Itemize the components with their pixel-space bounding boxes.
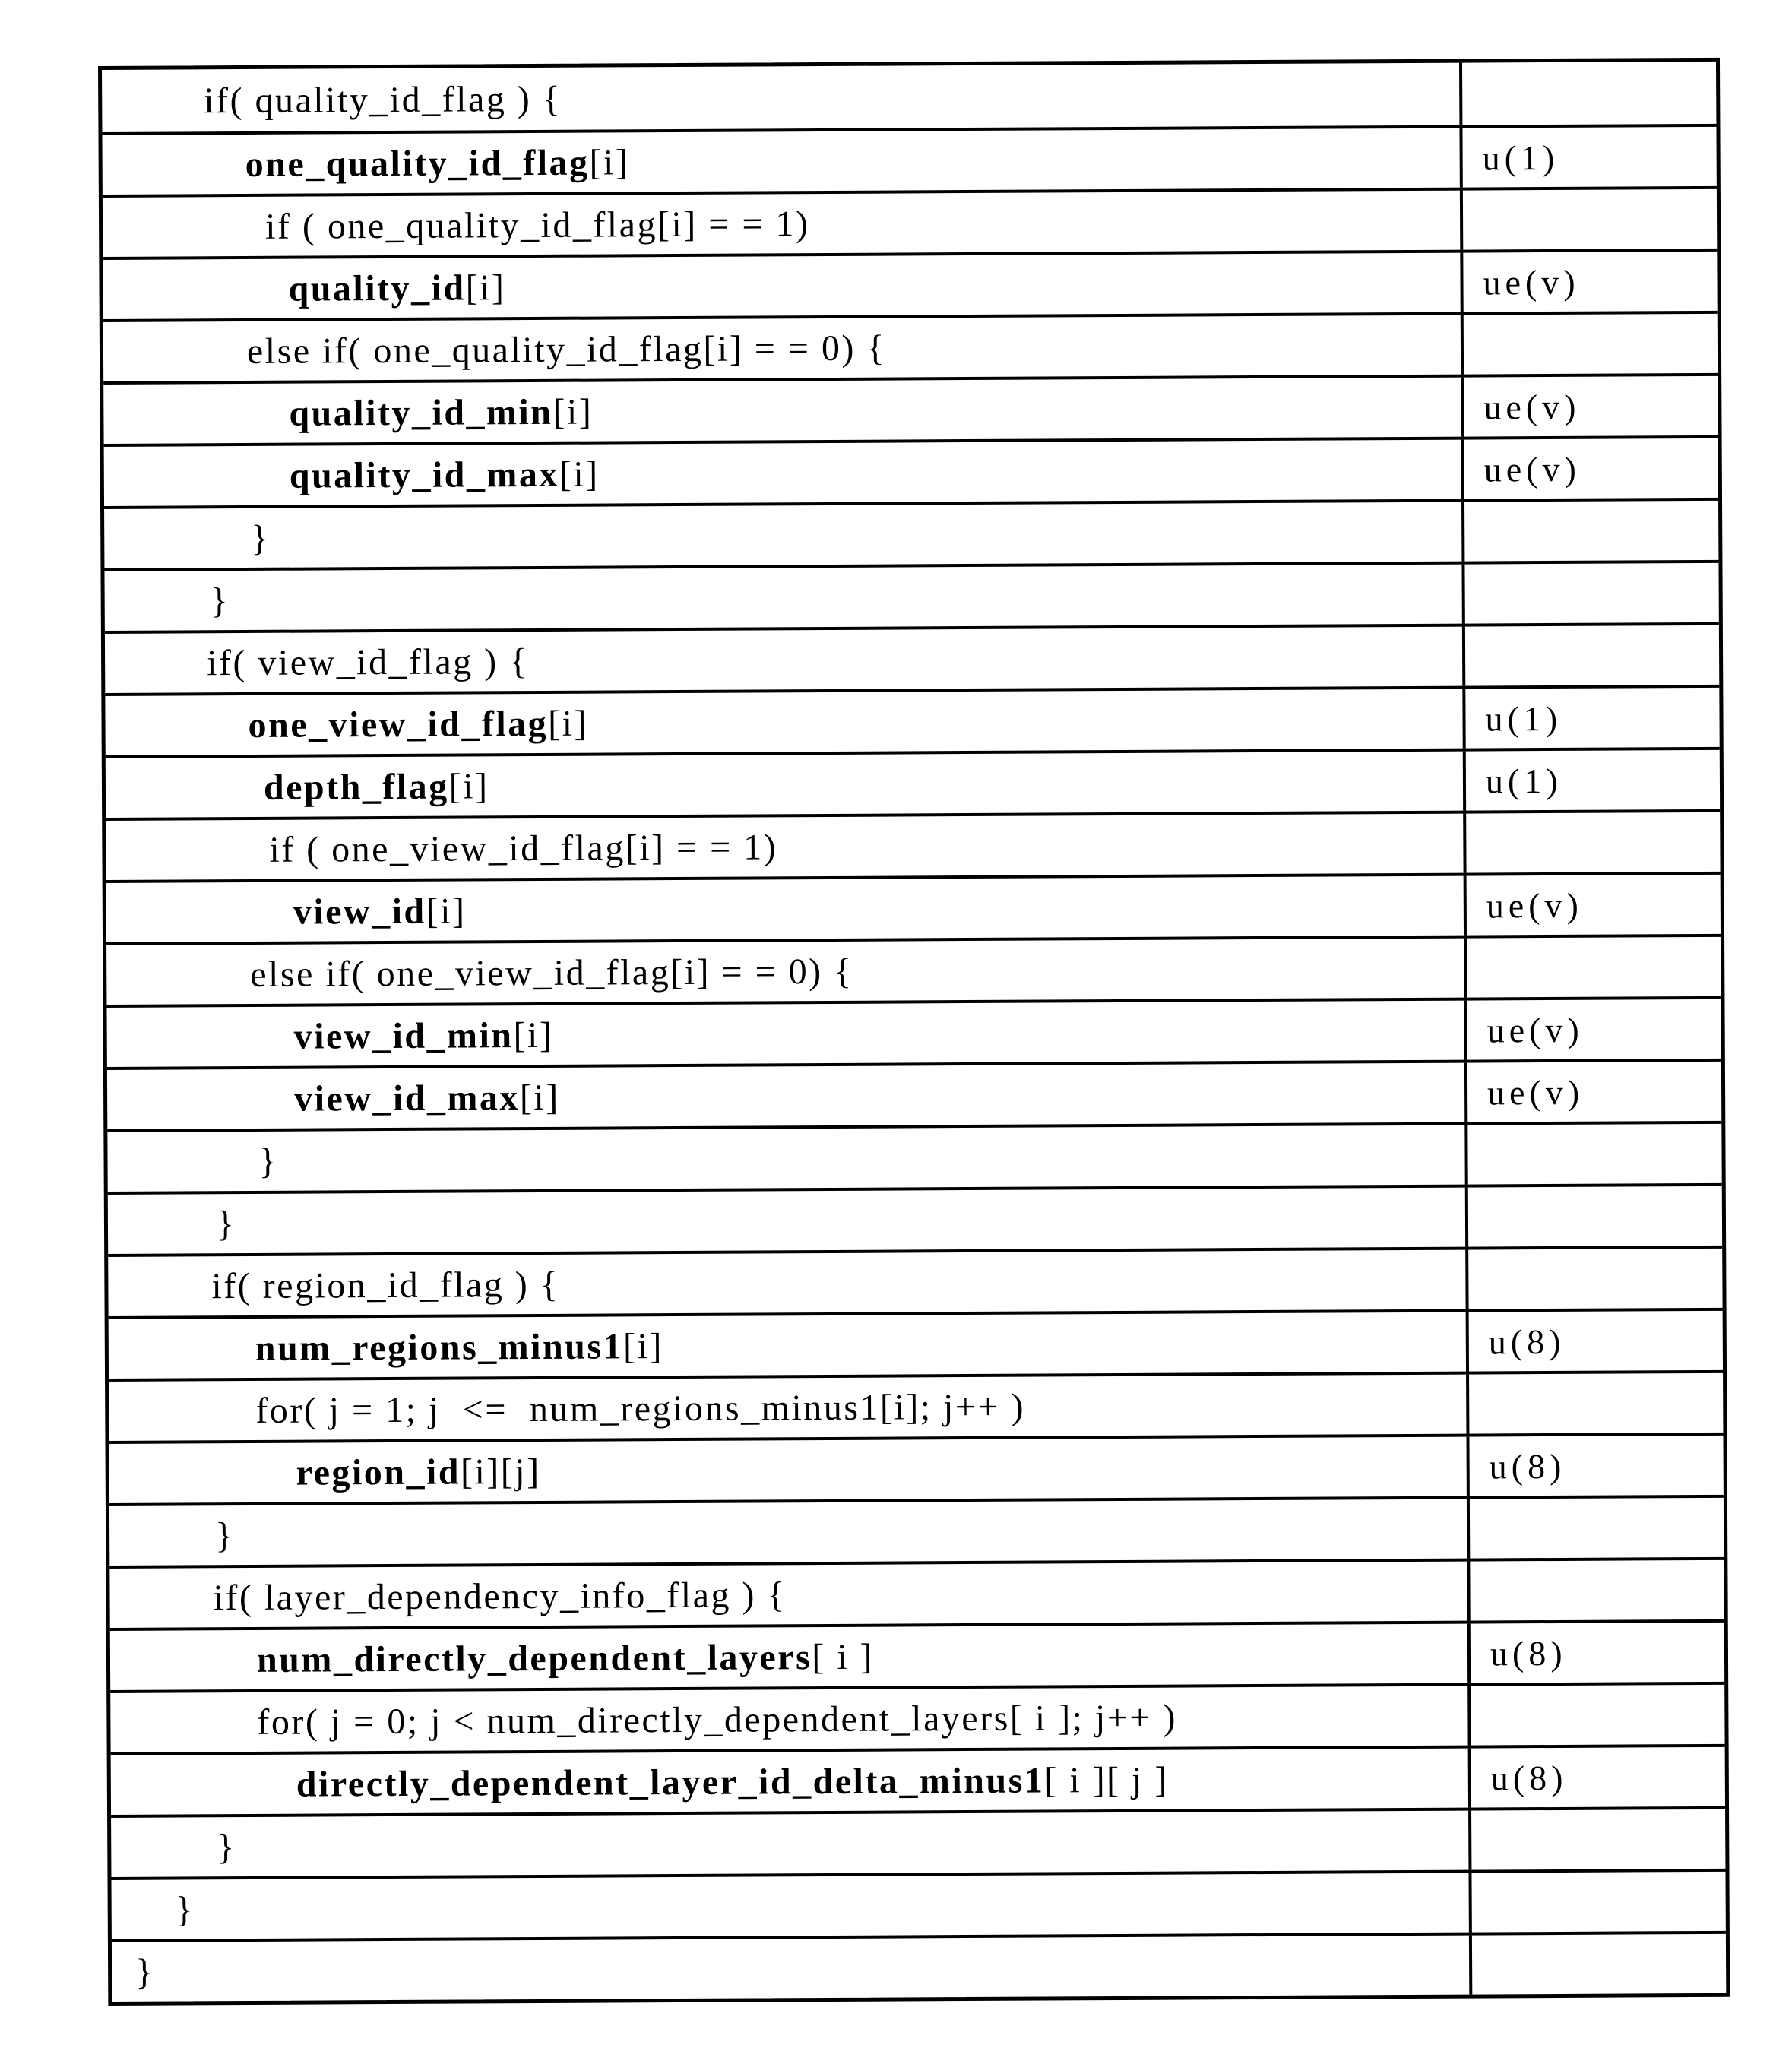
table-row	[109, 1557, 1724, 1628]
syntax-element-name: view_id_min	[293, 1015, 514, 1057]
descriptor-cell	[1461, 563, 1718, 624]
table-row	[110, 1619, 1724, 1690]
descriptor-text: u(8)	[1490, 1758, 1568, 1797]
syntax-cell	[106, 939, 1464, 1005]
syntax-text: [i]	[513, 1015, 554, 1056]
descriptor-text: ue(v)	[1483, 387, 1581, 426]
syntax-element-name: view_id	[293, 891, 426, 932]
syntax-text: [ i ]	[812, 1636, 875, 1677]
table-row	[102, 62, 1716, 132]
descriptor-cell	[1466, 1373, 1723, 1434]
table-row	[108, 1183, 1722, 1254]
syntax-text: [i]	[519, 1077, 560, 1118]
descriptor-cell	[1459, 127, 1716, 188]
syntax-text: }	[214, 1515, 235, 1556]
table-row	[109, 1308, 1723, 1379]
syntax-cell	[107, 1125, 1464, 1192]
syntax-text: if( quality_id_flag ) {	[204, 78, 562, 121]
syntax-cell	[108, 1188, 1465, 1254]
descriptor-cell	[1469, 1934, 1726, 1995]
descriptor-cell	[1467, 1498, 1724, 1559]
table-row	[104, 560, 1718, 631]
descriptor-text: ue(v)	[1486, 1072, 1585, 1112]
syntax-text: else if( one_quality_id_flag[i] = = 0) {	[246, 328, 887, 372]
descriptor-text: u(1)	[1485, 698, 1562, 738]
table-row	[106, 809, 1720, 880]
table-row	[107, 1059, 1721, 1129]
syntax-cell	[107, 1063, 1464, 1129]
syntax-cell	[102, 63, 1459, 132]
descriptor-cell	[1467, 1560, 1724, 1621]
syntax-cell	[111, 1749, 1468, 1815]
descriptor-cell	[1461, 501, 1718, 562]
syntax-text: [i]	[552, 391, 594, 432]
descriptor-text: ue(v)	[1486, 885, 1584, 925]
syntax-text: if( layer_dependency_info_flag ) {	[213, 1574, 787, 1618]
syntax-cell	[111, 1811, 1468, 1877]
descriptor-cell	[1461, 376, 1718, 437]
syntax-element-name: region_id	[296, 1452, 461, 1493]
syntax-text: [i]	[622, 1325, 663, 1366]
descriptor-cell	[1464, 937, 1721, 998]
syntax-cell	[109, 1375, 1466, 1441]
syntax-cell	[106, 876, 1464, 942]
syntax-text: [i]	[426, 890, 467, 932]
table-row	[103, 249, 1717, 319]
descriptor-cell	[1459, 62, 1716, 125]
syntax-text: [i]	[559, 454, 600, 495]
syntax-text: }	[251, 518, 271, 559]
descriptor-cell	[1460, 252, 1717, 312]
syntax-cell	[106, 814, 1463, 880]
syntax-element-name: num_directly_dependent_layers	[256, 1636, 812, 1680]
table-row	[106, 996, 1721, 1067]
syntax-cell	[109, 1562, 1467, 1628]
syntax-element-name: directly_dependent_layer_id_delta_minus1	[296, 1760, 1045, 1805]
syntax-text: if ( one_quality_id_flag[i] = = 1)	[264, 203, 810, 247]
syntax-table	[98, 58, 1730, 2006]
syntax-cell	[112, 1936, 1469, 2002]
syntax-element-name: depth_flag	[263, 766, 449, 808]
descriptor-text: u(1)	[1485, 761, 1562, 800]
syntax-text: for( j = 1; j <= num_regions_minus1[i]; j++ )	[255, 1386, 1026, 1431]
syntax-text: if( view_id_flag ) {	[206, 641, 529, 683]
syntax-cell	[109, 1499, 1467, 1566]
table-row	[108, 1246, 1722, 1316]
syntax-text: }	[175, 1888, 195, 1930]
syntax-cell	[108, 1250, 1465, 1316]
table-row	[107, 1121, 1721, 1192]
descriptor-text: ue(v)	[1483, 262, 1580, 302]
descriptor-cell	[1463, 812, 1720, 873]
syntax-cell	[105, 627, 1462, 693]
descriptor-text: ue(v)	[1483, 449, 1581, 489]
syntax-text: [i]	[465, 267, 506, 308]
table-row	[112, 1931, 1726, 2002]
descriptor-cell	[1468, 1872, 1725, 1933]
syntax-cell	[103, 315, 1461, 381]
syntax-cell	[109, 1437, 1466, 1503]
syntax-element-name: quality_id_min	[289, 391, 553, 434]
syntax-text: [i]	[448, 765, 489, 807]
syntax-text: }	[210, 580, 230, 621]
table-row	[102, 124, 1716, 195]
syntax-text: }	[216, 1203, 236, 1244]
descriptor-text: u(8)	[1489, 1446, 1566, 1486]
descriptor-cell	[1466, 1311, 1723, 1372]
table-row	[106, 872, 1721, 942]
syntax-element-name: one_view_id_flag	[248, 703, 549, 746]
table-row	[109, 1433, 1723, 1503]
table-row	[103, 311, 1718, 381]
syntax-cell	[104, 440, 1461, 506]
table-row	[111, 1869, 1725, 1939]
table-row	[103, 186, 1717, 257]
descriptor-cell	[1464, 875, 1721, 936]
descriptor-cell	[1460, 189, 1717, 250]
table-row	[109, 1495, 1724, 1566]
syntax-cell	[110, 1624, 1467, 1690]
syntax-element-name: quality_id_max	[289, 454, 560, 496]
syntax-cell	[103, 191, 1460, 257]
table-row	[106, 934, 1721, 1005]
syntax-text: }	[258, 1141, 279, 1182]
syntax-element-name: quality_id	[288, 267, 466, 309]
syntax-cell	[106, 1001, 1464, 1067]
syntax-cell	[102, 128, 1459, 195]
descriptor-cell	[1467, 1623, 1724, 1683]
syntax-cell	[103, 378, 1461, 444]
syntax-text: [ i ][ j ]	[1044, 1759, 1170, 1801]
table-row	[111, 1806, 1725, 1877]
descriptor-cell	[1465, 1186, 1722, 1247]
syntax-element-name: view_id_max	[293, 1077, 521, 1119]
syntax-cell	[109, 1312, 1466, 1379]
descriptor-cell	[1463, 750, 1720, 811]
descriptor-cell	[1464, 1062, 1721, 1122]
syntax-text: else if( one_view_id_flag[i] = = 0) {	[250, 951, 853, 995]
descriptor-cell	[1461, 314, 1718, 375]
table-row	[109, 1370, 1723, 1441]
syntax-cell	[103, 253, 1460, 319]
descriptor-cell	[1467, 1685, 1724, 1746]
descriptor-cell	[1462, 625, 1719, 686]
descriptor-cell	[1462, 688, 1719, 749]
descriptor-text: ue(v)	[1486, 1010, 1584, 1049]
syntax-text: }	[135, 1952, 155, 1993]
descriptor-cell	[1464, 999, 1721, 1060]
descriptor-cell	[1461, 438, 1718, 499]
syntax-text: [i]	[548, 703, 589, 744]
descriptor-cell	[1466, 1436, 1723, 1496]
descriptor-cell	[1465, 1249, 1722, 1309]
descriptor-cell	[1468, 1809, 1725, 1870]
syntax-cell	[111, 1873, 1468, 1939]
syntax-element-name: one_quality_id_flag	[245, 142, 590, 185]
table-row	[103, 373, 1718, 444]
syntax-cell	[106, 752, 1463, 818]
descriptor-text: u(8)	[1488, 1322, 1566, 1361]
descriptor-text: u(8)	[1490, 1633, 1567, 1673]
table-row	[110, 1682, 1724, 1752]
table-row	[104, 498, 1718, 568]
syntax-text: for( j = 0; j < num_directly_dependent_layers[ i ]; j++ )	[257, 1697, 1178, 1743]
syntax-cell	[104, 502, 1461, 568]
syntax-text: [i]	[589, 141, 630, 183]
descriptor-cell	[1464, 1124, 1721, 1185]
descriptor-cell	[1468, 1747, 1725, 1808]
syntax-cell	[104, 565, 1461, 631]
syntax-cell	[110, 1686, 1467, 1752]
table-row	[111, 1744, 1725, 1815]
syntax-text: if ( one_view_id_flag[i] = = 1)	[269, 826, 778, 870]
syntax-text: }	[217, 1826, 236, 1867]
syntax-text: [i][j]	[460, 1451, 541, 1493]
syntax-element-name: num_regions_minus1	[255, 1325, 624, 1369]
syntax-text: if( region_id_flag ) {	[211, 1264, 560, 1306]
syntax-cell	[105, 689, 1462, 755]
table-row	[105, 685, 1719, 755]
table-row	[105, 622, 1719, 693]
table-row	[106, 747, 1720, 818]
descriptor-text: u(1)	[1482, 138, 1559, 177]
table-row	[104, 435, 1718, 506]
